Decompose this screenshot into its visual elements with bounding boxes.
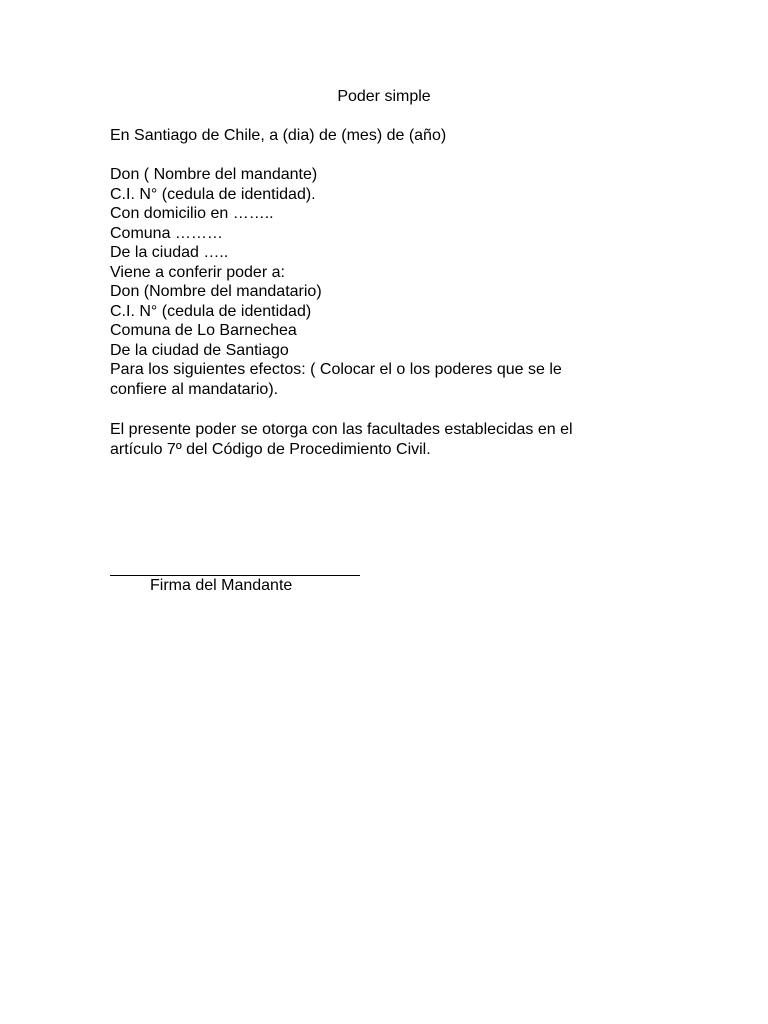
effects-line-continued: confiere al mandatario). [110, 380, 279, 398]
mandatario-city-line: De la ciudad de Santiago [110, 341, 289, 359]
mandatario-comuna-line: Comuna de Lo Barnechea [110, 322, 297, 339]
mandante-city-line: De la ciudad ….. [110, 244, 229, 261]
mandante-name-line: Don ( Nombre del mandante) [110, 166, 318, 183]
document-title: Poder simple [337, 88, 431, 105]
effects-line: Para los siguientes efectos: ( Colocar el o los poderes que se le [110, 361, 562, 378]
closing-line: El presente poder se otorga con las facultades establecidas en el [110, 421, 573, 438]
mandante-comuna-line: Comuna ……… [110, 224, 223, 242]
signature-label: Firma del Mandante [150, 577, 293, 594]
date-line: En Santiago de Chile, a (dia) de (mes) de (año) [110, 127, 447, 144]
grant-line: Viene a conferir poder a: [110, 263, 285, 281]
mandante-address-line: Con domicilio en …….. [110, 205, 274, 222]
closing-paragraph [110, 420, 670, 459]
mandatario-id-line: C.I. N° (cedula de identidad) [110, 302, 312, 320]
party-details [110, 165, 670, 399]
mandatario-name-line: Don (Nombre del mandatario) [110, 283, 322, 300]
mandante-id-line: C.I. N° (cedula de identidad). [110, 185, 316, 203]
closing-line: artículo 7º del Código de Procedimiento Civil. [110, 440, 431, 458]
